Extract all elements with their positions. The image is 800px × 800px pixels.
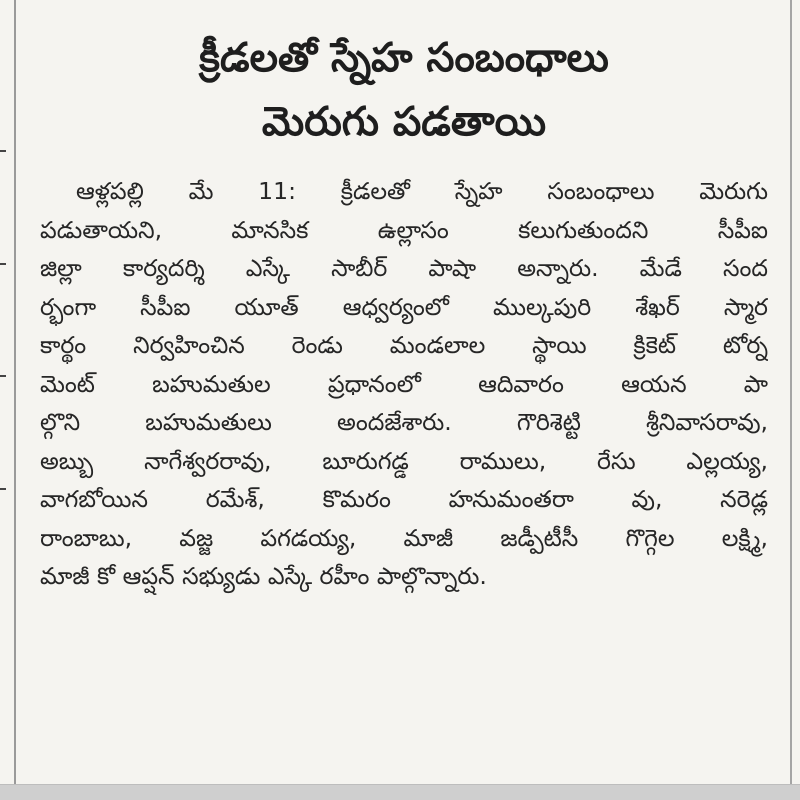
body-line-6: మెంట్ బహుమతుల ప్రధానంలో ఆదివారం ఆయన పా <box>40 369 768 398</box>
news-article <box>40 26 768 766</box>
headline-line-1: క్రీడలతో స్నేహ సంబంధాలు <box>199 35 609 81</box>
article-body <box>40 172 768 596</box>
body-line-10: రాంబాబు, వజ్జ పగడయ్య, మాజీ జడ్పీటీసీ గొగ్గెల లక్ష్మి, <box>40 523 768 552</box>
body-line-8: అబ్బు నాగేశ్వరరావు, బూరుగడ్డ రాములు, రేసు ఎల్లయ్య, <box>40 446 768 475</box>
left-margin-marks <box>0 150 8 490</box>
body-line-1: ఆళ్లపల్లి మే 11: క్రీడలతో స్నేహ సంబంధాలు మెరుగు <box>76 177 768 205</box>
body-line-9: వాగబోయిన రమేశ్, కొమరం హనుమంతరా వు, నరెడ్ల <box>40 485 768 513</box>
left-column-rule <box>14 0 16 800</box>
bottom-page-edge <box>0 784 800 800</box>
margin-mark <box>0 375 6 377</box>
article-headline <box>40 26 768 154</box>
margin-mark <box>0 488 6 490</box>
margin-mark <box>0 150 6 152</box>
body-line-5: కార్థం నిర్వహించిన రెండు మండలాల స్థాయి క్రికెట్ టోర్న <box>40 331 768 359</box>
body-line-7: ల్గొని బహుమతులు అందజేశారు. గౌరిశెట్టి శ్రీనివాసరావు, <box>40 408 768 436</box>
body-line-4: ర్భంగా సీపీఐ యూత్ ఆధ్వర్యంలో ముల్కపురి శేఖర్ స్మార <box>40 292 768 321</box>
headline-line-2: మెరుగు పడతాయి <box>261 99 547 145</box>
margin-mark <box>0 263 6 265</box>
body-line-3: జిల్లా కార్యదర్శి ఎస్కే సాబీర్ పాషా అన్నారు. మేడే సంద <box>40 254 768 282</box>
body-line-11: మాజీ కో ఆప్షన్ సభ్యుడు ఎస్కే రహీం పాల్గొన్నారు. <box>40 562 487 590</box>
body-line-2: పడుతాయని, మానసిక ఉల్లాసం కలుగుతుందని సీపీఐ <box>40 215 768 244</box>
right-column-rule <box>790 0 792 800</box>
